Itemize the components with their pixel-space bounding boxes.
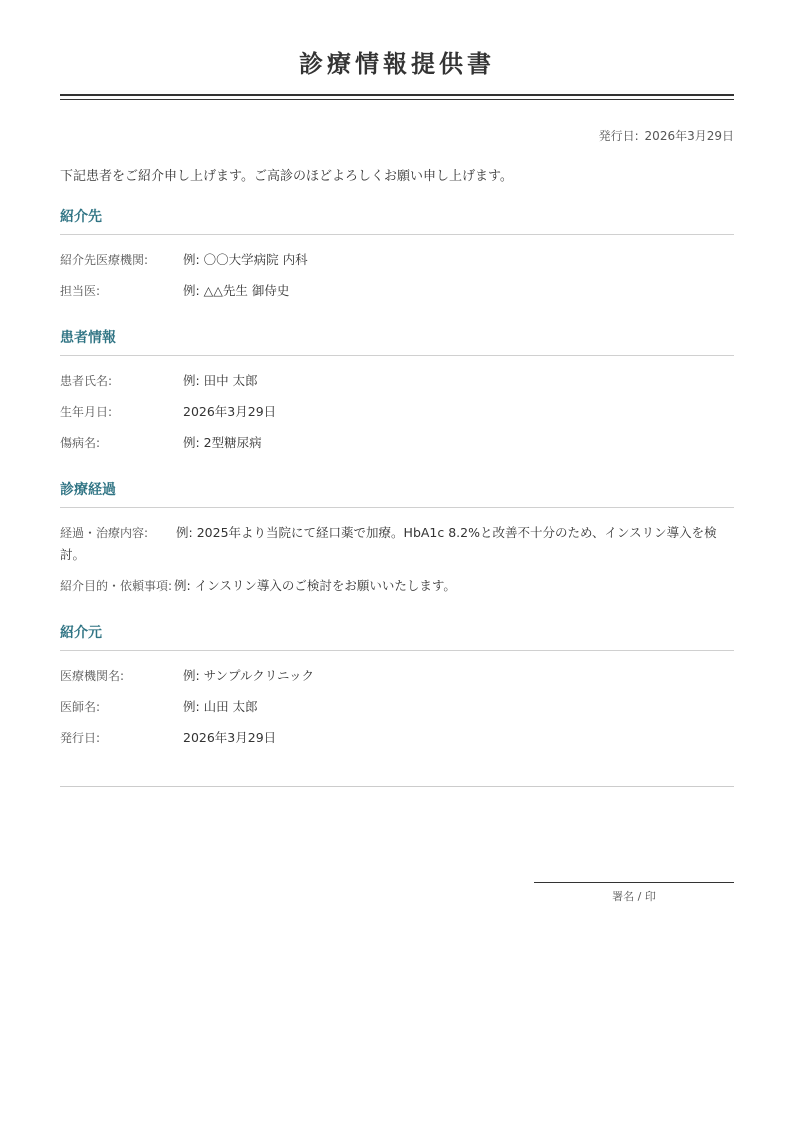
document-page xyxy=(60,0,734,754)
field-value: 例: △△先生 御侍史 xyxy=(183,283,290,298)
field-label: 医療機関名: xyxy=(60,669,125,683)
field-value: 例: 2025年より当院にて経口薬で加療。HbA1c 8.2%と改善不十分のため、インスリン導入を検討。 xyxy=(60,525,717,562)
section-heading-patient: 患者情報 xyxy=(60,329,734,356)
intro-text: 下記患者をご紹介申し上げます。ご高診のほどよろしくお願い申し上げます。 xyxy=(60,169,513,184)
field-row-birth-date xyxy=(60,397,734,428)
field-label: 患者氏名: xyxy=(60,374,113,388)
field-value: 例: 2型糖尿病 xyxy=(183,435,262,450)
field-row-referral-doctor xyxy=(60,276,734,307)
referral-from-rows xyxy=(60,661,734,754)
issue-date xyxy=(60,128,734,144)
field-row-clinical-course xyxy=(60,518,734,571)
field-label: 発行日: xyxy=(60,731,101,745)
field-label: 傷病名: xyxy=(60,436,101,450)
section-heading-referral-to: 紹介先 xyxy=(60,208,734,235)
section-heading-clinical: 診療経過 xyxy=(60,481,734,508)
signature-line xyxy=(534,882,734,883)
field-label: 医師名: xyxy=(60,700,101,714)
field-label: 紹介先医療機関: xyxy=(60,253,149,267)
title-double-rule xyxy=(60,94,734,100)
signature-label: 署名 / 印 xyxy=(612,890,656,903)
field-value: 2026年3月29日 xyxy=(183,730,277,745)
section-heading-referral-from: 紹介元 xyxy=(60,624,734,651)
field-label: 紹介目的・依頼事項: xyxy=(60,579,173,593)
field-row-referral-institution xyxy=(60,245,734,276)
referral-to-rows xyxy=(60,245,734,307)
issue-date-label: 発行日: xyxy=(598,129,639,143)
footer-divider xyxy=(60,786,734,787)
field-label: 担当医: xyxy=(60,284,101,298)
field-value: 例: 田中 太郎 xyxy=(183,373,258,388)
field-row-patient-name xyxy=(60,366,734,397)
field-label: 生年月日: xyxy=(60,405,113,419)
field-value: 例: 山田 太郎 xyxy=(183,699,258,714)
field-row-from-doctor xyxy=(60,692,734,723)
field-value: 例: 〇〇大学病院 内科 xyxy=(183,252,308,267)
document-title: 診療情報提供書 xyxy=(299,50,495,78)
field-label: 経過・治療内容: xyxy=(60,526,149,540)
field-value: 例: サンプルクリニック xyxy=(183,668,315,683)
field-value: 例: インスリン導入のご検討をお願いいたします。 xyxy=(174,578,456,593)
issue-date-value: 2026年3月29日 xyxy=(644,129,734,143)
field-row-diagnosis xyxy=(60,428,734,459)
field-row-from-institution xyxy=(60,661,734,692)
field-row-referral-purpose xyxy=(60,571,734,602)
patient-rows xyxy=(60,366,734,459)
clinical-rows xyxy=(60,518,734,602)
field-row-from-date xyxy=(60,723,734,754)
field-value: 2026年3月29日 xyxy=(183,404,277,419)
